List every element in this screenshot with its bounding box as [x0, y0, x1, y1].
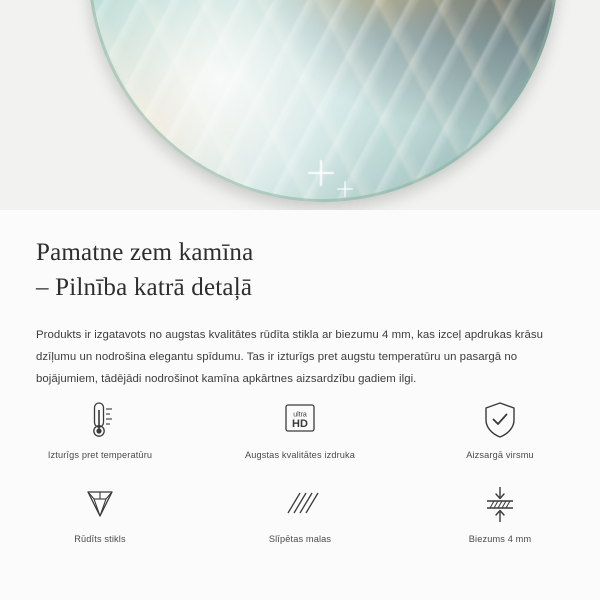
feature-item	[0, 482, 200, 544]
feature-item	[0, 398, 200, 460]
description-paragraph: Produkts ir izgatavots no augstas kvalitātes rūdīta stikla ar biezumu 4 mm, kas izceļ apdrukas krāsu dzīļumu un nodrošina elegantu spīdumu. Tas ir izturīgs pret augstu temperatūru un pasargā no bojājumiem, tādējādi nodrošinot kamīna apkārtnes aizsardzību gadiem ilgi.	[36, 329, 544, 385]
feature-item	[200, 482, 400, 544]
feature-item	[200, 398, 400, 460]
diamond-icon	[80, 482, 120, 526]
thermometer-icon	[83, 398, 117, 442]
feature-item	[400, 482, 600, 544]
feature-grid	[0, 398, 600, 544]
ultra-hd-icon	[280, 398, 320, 442]
text-content	[0, 210, 600, 391]
feature-item	[400, 398, 600, 460]
feature-label: Augstas kvalitātes izdruka	[244, 450, 356, 460]
polished-edges-icon	[280, 482, 320, 526]
hero-image	[0, 0, 600, 210]
shield-check-icon	[482, 398, 518, 442]
feature-label: Biezums 4 mm	[468, 534, 532, 544]
thickness-icon	[480, 482, 520, 526]
headline-line-2: – Pilnība katrā detaļā	[36, 273, 253, 301]
feature-label: Aizsargā virsmu	[466, 450, 534, 460]
page-title	[36, 236, 556, 305]
round-marble-glass-panel	[88, 0, 558, 202]
svg-text:HD: HD	[292, 418, 308, 430]
feature-label: Rūdīts stikls	[74, 534, 126, 544]
feature-label: Slīpētas malas	[268, 534, 332, 544]
feature-label: Izturīgs pret temperatūru	[47, 450, 153, 460]
svg-text:ultra: ultra	[293, 411, 307, 419]
headline-line-1: Pamatne zem kamīna	[36, 239, 254, 266]
